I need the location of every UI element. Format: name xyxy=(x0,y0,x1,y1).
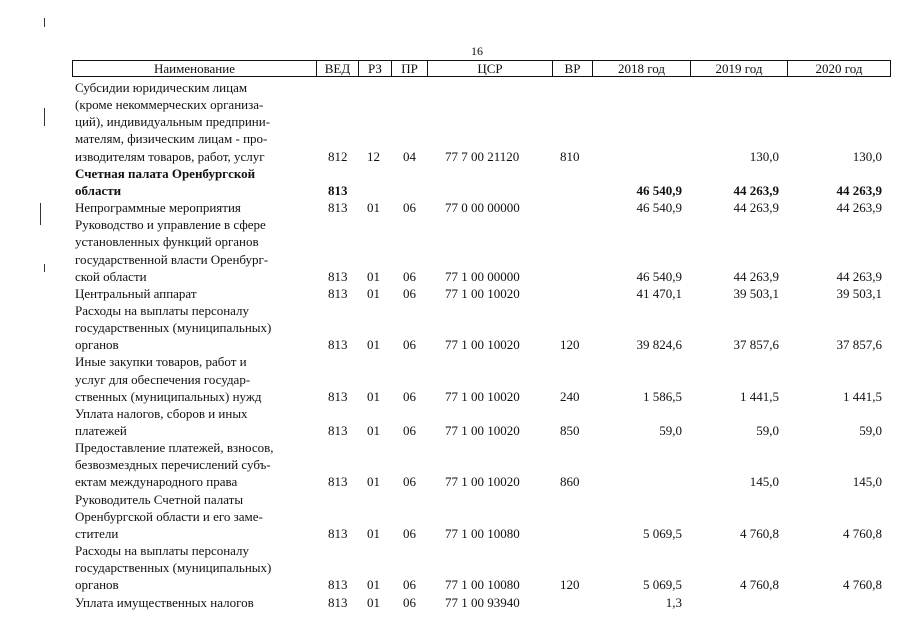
row-ved: 813 xyxy=(328,285,348,301)
row-ved: 813 xyxy=(328,182,348,198)
row-rz: 01 xyxy=(367,577,380,593)
row-amount-2019: 1 441,5 xyxy=(740,388,779,404)
row-csr: 77 1 00 10020 xyxy=(445,337,520,353)
row-amount-2019: 39 503,1 xyxy=(733,285,779,301)
row-pr: 06 xyxy=(403,268,416,284)
row-ved: 813 xyxy=(328,337,348,353)
row-rz: 01 xyxy=(367,525,380,541)
row-name-line: Руководитель Счетной палаты xyxy=(75,491,244,507)
row-pr: 06 xyxy=(403,200,416,216)
row-amount-2020: 4 760,8 xyxy=(843,525,882,541)
row-name-line: ектам международного права xyxy=(75,474,238,490)
margin-mark xyxy=(44,108,45,126)
row-ved: 813 xyxy=(328,268,348,284)
row-name-line: (кроме некоммерческих организа- xyxy=(75,97,264,113)
row-name-line: Расходы на выплаты персоналу xyxy=(75,543,250,559)
row-pr: 06 xyxy=(403,388,416,404)
row-amount-2019: 44 263,9 xyxy=(733,182,779,198)
row-amount-2018: 46 540,9 xyxy=(636,182,682,198)
row-rz: 01 xyxy=(367,337,380,353)
row-vr: 120 xyxy=(560,577,580,593)
row-name xyxy=(75,285,315,302)
row-name-line: Руководство и управление в сфере xyxy=(75,217,266,233)
row-name-line: государственных (муниципальных) xyxy=(75,320,272,336)
row-name xyxy=(75,353,315,404)
row-vr: 860 xyxy=(560,474,580,490)
row-pr: 06 xyxy=(403,285,416,301)
row-amount-2019: 130,0 xyxy=(749,148,779,164)
row-name xyxy=(75,542,315,593)
header-2020: 2020 год xyxy=(787,60,891,77)
row-amount-2018: 5 069,5 xyxy=(643,525,682,541)
row-ved: 812 xyxy=(328,148,348,164)
row-csr: 77 1 00 10020 xyxy=(445,285,520,301)
row-vr: 120 xyxy=(560,337,580,353)
row-name-line: установленных функций органов xyxy=(75,234,259,250)
row-rz: 01 xyxy=(367,388,380,404)
row-name xyxy=(75,594,315,611)
row-amount-2018: 46 540,9 xyxy=(636,268,682,284)
row-rz: 01 xyxy=(367,594,380,610)
header-csr: ЦСР xyxy=(427,60,553,77)
row-name-line: изводителям товаров, работ, услуг xyxy=(75,148,265,164)
row-name-line: стители xyxy=(75,525,119,541)
row-name-line: Счетная палата Оренбургской xyxy=(75,165,256,181)
row-ved: 813 xyxy=(328,577,348,593)
row-name-line: Иные закупки товаров, работ и xyxy=(75,354,247,370)
margin-mark xyxy=(40,203,41,225)
row-rz: 01 xyxy=(367,200,380,216)
row-amount-2020: 4 760,8 xyxy=(843,577,882,593)
row-csr: 77 1 00 10020 xyxy=(445,423,520,438)
row-name xyxy=(75,491,315,542)
row-csr: 77 1 00 10080 xyxy=(445,525,520,541)
header-vr: ВР xyxy=(552,60,593,77)
row-pr: 06 xyxy=(403,577,416,593)
header-name: Наименование xyxy=(72,60,317,77)
row-name xyxy=(75,199,315,216)
row-vr: 850 xyxy=(560,423,580,438)
row-name-line: Оренбургской области и его заме- xyxy=(75,508,263,524)
row-ved: 813 xyxy=(328,594,348,610)
row-vr: 240 xyxy=(560,388,580,404)
row-amount-2019: 37 857,6 xyxy=(733,337,779,353)
row-name xyxy=(75,302,315,353)
row-amount-2018: 1 586,5 xyxy=(643,388,682,404)
row-amount-2018: 5 069,5 xyxy=(643,577,682,593)
row-csr: 77 1 00 10020 xyxy=(445,388,520,404)
row-amount-2019: 44 263,9 xyxy=(733,268,779,284)
row-amount-2018: 39 824,6 xyxy=(636,337,682,353)
margin-mark xyxy=(44,264,45,272)
row-amount-2020: 145,0 xyxy=(852,474,882,490)
row-amount-2020: 59,0 xyxy=(859,423,882,438)
row-name-line: государственных (муниципальных) xyxy=(75,560,272,576)
header-ved: ВЕД xyxy=(316,60,359,77)
row-name-line: Расходы на выплаты персоналу xyxy=(75,302,250,318)
row-name-line: мателям, физическим лицам - про- xyxy=(75,131,268,147)
row-name-line: Предоставление платежей, взносов, xyxy=(75,440,274,456)
row-ved: 813 xyxy=(328,200,348,216)
row-name xyxy=(75,216,315,285)
row-name-line: ской области xyxy=(75,268,147,284)
row-amount-2020: 37 857,6 xyxy=(836,337,882,353)
row-amount-2018: 59,0 xyxy=(659,423,682,438)
row-pr: 06 xyxy=(403,474,416,490)
header-rz: РЗ xyxy=(358,60,392,77)
row-name xyxy=(75,79,315,165)
margin-mark xyxy=(44,18,45,27)
row-ved: 813 xyxy=(328,423,348,438)
row-amount-2019: 4 760,8 xyxy=(740,525,779,541)
row-amount-2018: 46 540,9 xyxy=(636,200,682,216)
header-pr: ПР xyxy=(391,60,428,77)
page-number: 16 xyxy=(471,44,483,58)
row-name-line: Уплата имущественных налогов xyxy=(75,594,254,610)
row-rz: 01 xyxy=(367,285,380,301)
row-amount-2018: 1,3 xyxy=(665,594,682,610)
row-amount-2019: 145,0 xyxy=(749,474,779,490)
row-csr: 77 1 00 10020 xyxy=(445,474,520,490)
row-name xyxy=(75,165,315,199)
row-name-line: безвозмездных перечислений субъ- xyxy=(75,457,271,473)
row-rz: 01 xyxy=(367,474,380,490)
row-rz: 12 xyxy=(367,148,380,164)
row-name-line: платежей xyxy=(75,423,127,438)
row-csr: 77 7 00 21120 xyxy=(445,148,520,164)
row-pr: 04 xyxy=(403,148,416,164)
row-rz: 01 xyxy=(367,268,380,284)
row-name-line: органов xyxy=(75,577,119,593)
row-amount-2020: 44 263,9 xyxy=(836,200,882,216)
row-name-line: государственной власти Оренбург- xyxy=(75,251,269,267)
row-csr: 77 1 00 00000 xyxy=(445,268,520,284)
row-ved: 813 xyxy=(328,388,348,404)
header-2018: 2018 год xyxy=(592,60,691,77)
row-name-line: ственных (муниципальных) нужд xyxy=(75,388,262,404)
row-name-line: Уплата налогов, сборов и иных xyxy=(75,405,248,421)
row-amount-2020: 39 503,1 xyxy=(836,285,882,301)
row-pr: 06 xyxy=(403,525,416,541)
row-ved: 813 xyxy=(328,474,348,490)
row-name-line: Непрограммные мероприятия xyxy=(75,200,241,216)
row-pr: 06 xyxy=(403,423,416,438)
row-amount-2019: 59,0 xyxy=(756,423,779,438)
header-2019: 2019 год xyxy=(690,60,788,77)
row-pr: 06 xyxy=(403,594,416,610)
row-amount-2020: 44 263,9 xyxy=(836,268,882,284)
row-pr: 06 xyxy=(403,337,416,353)
row-amount-2019: 4 760,8 xyxy=(740,577,779,593)
row-name-line: органов xyxy=(75,337,119,353)
row-amount-2020: 44 263,9 xyxy=(836,182,882,198)
row-ved: 813 xyxy=(328,525,348,541)
row-name-line: области xyxy=(75,182,122,198)
row-csr: 77 1 00 10080 xyxy=(445,577,520,593)
row-amount-2018: 41 470,1 xyxy=(636,285,682,301)
row-name xyxy=(75,439,315,490)
row-rz: 01 xyxy=(367,423,380,438)
row-amount-2019: 44 263,9 xyxy=(733,200,779,216)
row-csr: 77 0 00 00000 xyxy=(445,200,520,216)
row-name-line: ций), индивидуальным предприни- xyxy=(75,114,271,130)
row-name-line: Центральный аппарат xyxy=(75,285,197,301)
row-name-line: Субсидии юридическим лицам xyxy=(75,80,248,95)
row-name xyxy=(75,405,315,439)
row-vr: 810 xyxy=(560,148,580,164)
row-csr: 77 1 00 93940 xyxy=(445,594,520,610)
row-name-line: услуг для обеспечения государ- xyxy=(75,371,251,387)
row-amount-2020: 1 441,5 xyxy=(843,388,882,404)
row-amount-2020: 130,0 xyxy=(852,148,882,164)
